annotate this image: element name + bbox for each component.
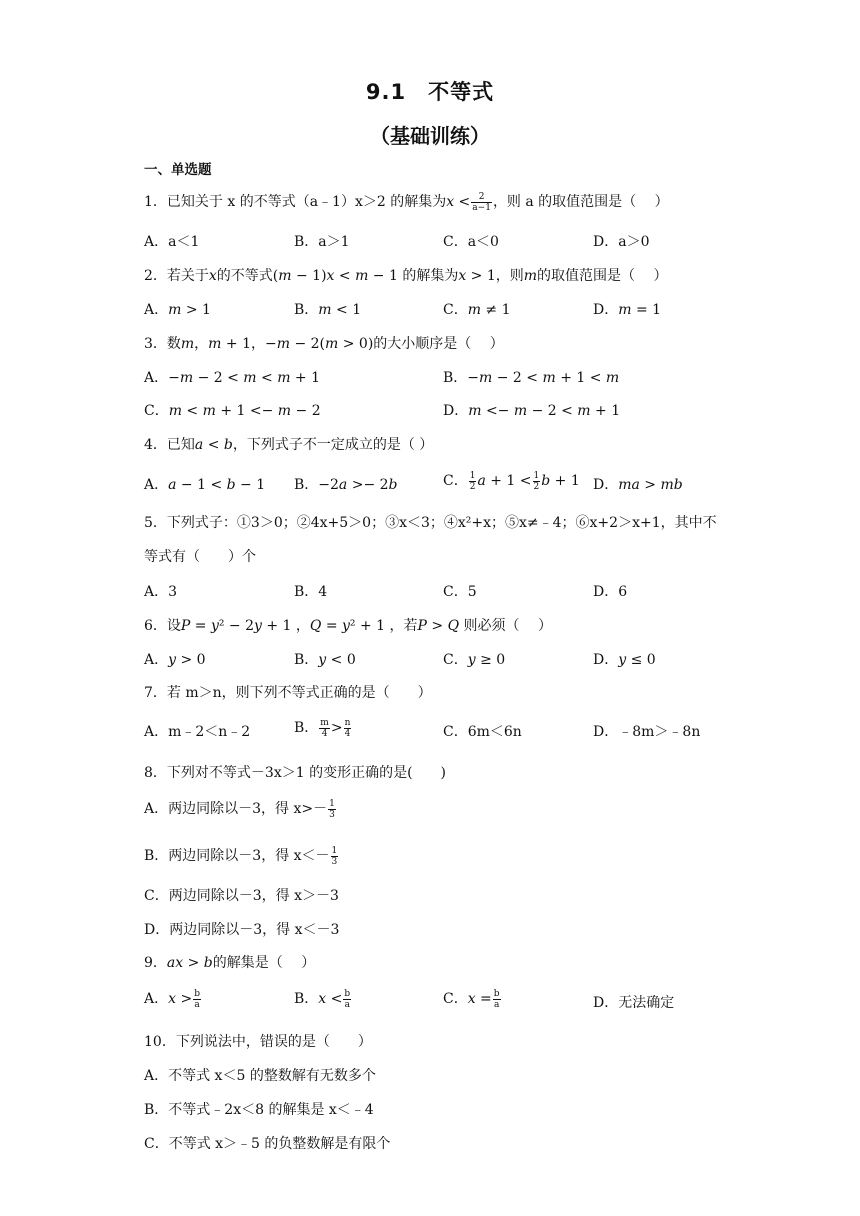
- question-7-stem: 7．若 m＞n，则下列不等式正确的是（ ）: [144, 685, 432, 701]
- option-b-fraction-2: [344, 718, 352, 739]
- fraction-numerator: 1: [469, 470, 476, 481]
- option-b-operator: >: [330, 720, 343, 736]
- question-4-option-c: [443, 470, 580, 492]
- option-b-prefix: B．𝑥 <: [294, 991, 343, 1007]
- question-7-option-c: C．6m＜6n: [443, 724, 522, 740]
- option-a-fraction: [193, 989, 201, 1010]
- question-3-option-b: B．−𝑚 − 2 < 𝑚 + 1 < 𝑚: [443, 370, 620, 386]
- question-9-stem: 9．𝑎𝑥 > 𝑏的解集是（ ）: [144, 955, 316, 971]
- question-5-option-a: A．3: [144, 584, 178, 600]
- question-4-option-b: B．−2𝑎 >− 2𝑏: [294, 477, 398, 493]
- option-a-fraction: [328, 799, 336, 820]
- fraction-numerator: 1: [329, 798, 335, 809]
- fraction-denominator: 3: [331, 856, 338, 867]
- fraction-denominator: a: [194, 999, 200, 1010]
- option-c-prefix: C．: [443, 473, 468, 489]
- fraction-denominator: 4: [344, 728, 351, 739]
- question-5-option-d: D．6: [593, 584, 628, 600]
- fraction-numerator: b: [194, 988, 200, 999]
- fraction-denominator: 2: [469, 481, 476, 492]
- question-10-option-b: B．不等式﹣2x＜8 的解集是 x＜﹣4: [144, 1102, 374, 1118]
- fraction-numerator: b: [344, 988, 351, 999]
- question-9-option-d: D．无法确定: [593, 995, 675, 1011]
- fraction-numerator: 2: [471, 192, 492, 203]
- option-c-prefix: C．𝑥 =: [443, 991, 492, 1007]
- option-b-fraction-1: [319, 718, 330, 739]
- question-3-option-d: D．𝑚 <− 𝑚 − 2 < 𝑚 + 1: [443, 403, 621, 419]
- question-6-option-d: D．𝑦 ≤ 0: [593, 652, 656, 668]
- question-9-option-a: [144, 988, 202, 1010]
- question-1-stem-part-a: 1．已知关于 x 的不等式（a﹣1）x＞2 的解集为𝑥 <: [144, 194, 471, 210]
- question-1-fraction: [471, 192, 492, 213]
- question-9-option-c: [443, 988, 502, 1010]
- question-3-stem: 3．数𝑚，𝑚 + 1，−𝑚 − 2(𝑚 > 0)的大小顺序是（ ）: [144, 336, 504, 352]
- page-title: 9.1 不等式: [365, 80, 495, 104]
- question-2-option-a: A．𝑚 > 1: [144, 302, 211, 318]
- fraction-denominator: 4: [321, 728, 328, 739]
- fraction-denominator: a−1: [472, 202, 491, 213]
- question-8-stem: 8．下列对不等式－3x＞1 的变形正确的是( ): [144, 765, 446, 781]
- question-6-option-b: B．𝑦 < 0: [294, 652, 356, 668]
- question-2-option-b: B．𝑚 < 1: [294, 302, 362, 318]
- fraction-denominator: 3: [329, 809, 335, 820]
- option-c-fraction-2: [533, 471, 541, 492]
- question-2-option-d: D．𝑚 = 1: [593, 302, 662, 318]
- option-c-fraction-1: [469, 471, 477, 492]
- option-b-fraction: [331, 846, 339, 867]
- option-a-prefix: A．𝑥 >: [144, 991, 193, 1007]
- question-6-option-c: C．𝑦 ≥ 0: [443, 652, 506, 668]
- question-2-option-c: C．𝑚 ≠ 1: [443, 302, 511, 318]
- fraction-denominator: a: [493, 999, 500, 1010]
- option-a-text: A．两边同除以－3，得 x>－: [144, 801, 328, 817]
- option-c-fraction: [493, 989, 501, 1010]
- fraction-numerator: 1: [331, 845, 338, 856]
- question-8-option-b: [144, 845, 339, 867]
- question-5-stem-line-2: 等式有（ ）个: [144, 549, 256, 565]
- section-heading: 一、单选题: [144, 162, 212, 178]
- question-3-option-c: C．𝑚 < 𝑚 + 1 <− 𝑚 − 2: [144, 403, 321, 419]
- question-7-option-d: D．﹣8m＞﹣8n: [593, 724, 701, 740]
- question-10-option-a: A．不等式 x＜5 的整数解有无数多个: [144, 1068, 376, 1084]
- question-1-stem: [144, 191, 669, 213]
- page-subtitle: （基础训练）: [370, 124, 490, 148]
- option-b-text: B．两边同除以－3，得 x＜－: [144, 848, 330, 864]
- fraction-numerator: m: [320, 717, 329, 728]
- fraction-denominator: 2: [533, 481, 540, 492]
- question-1-option-a: A．a＜1: [144, 234, 200, 250]
- option-c-end: 𝑏 + 1: [541, 473, 580, 489]
- question-2-stem: 2．若关于𝑥的不等式(𝑚 − 1)𝑥 < 𝑚 − 1 的解集为𝑥 > 1，则𝑚的取值范围是（ ）: [144, 268, 668, 284]
- question-10-stem: 10．下列说法中，错误的是（ ）: [144, 1034, 372, 1050]
- question-8-option-c: C．两边同除以－3，得 x＞－3: [144, 888, 339, 904]
- fraction-denominator: a: [344, 999, 350, 1010]
- question-5-stem-line-1: 5．下列式子：①3＞0；②4x+5＞0；③x＜3；④x²+x；⑤x≠﹣4；⑥x+2＞x+1，其中不: [144, 515, 717, 531]
- fraction-numerator: 1: [533, 470, 540, 481]
- question-4-stem: 4．已知𝑎 < 𝑏，下列式子不一定成立的是（ ）: [144, 437, 434, 453]
- question-9-option-b: [294, 988, 352, 1010]
- question-1-stem-part-b: ，则 a 的取值范围是（ ）: [492, 194, 669, 210]
- question-5-option-b: B．4: [294, 584, 328, 600]
- option-c-middle: 𝑎 + 1 <: [477, 473, 532, 489]
- question-8-option-a: [144, 798, 337, 820]
- question-7-option-b: [294, 717, 352, 739]
- fraction-numerator: b: [493, 988, 500, 999]
- question-1-option-c: C．a＜0: [443, 234, 499, 250]
- question-6-stem: 6．设𝑃 = 𝑦² − 2𝑦 + 1 ，𝑄 = 𝑦² + 1 ，若𝑃 > 𝑄 则必须（ ）: [144, 618, 552, 634]
- question-3-option-a: A．−𝑚 − 2 < 𝑚 < 𝑚 + 1: [144, 370, 321, 386]
- question-1-option-b: B．a＞1: [294, 234, 350, 250]
- question-4-option-a: A．𝑎 − 1 < 𝑏 − 1: [144, 477, 266, 493]
- question-7-option-a: A．m﹣2＜n﹣2: [144, 724, 251, 740]
- question-1-option-d: D．a＞0: [593, 234, 650, 250]
- fraction-numerator: n: [344, 717, 351, 728]
- question-6-option-a: A．𝑦 > 0: [144, 652, 206, 668]
- option-b-prefix: B．: [294, 720, 319, 736]
- question-4-option-d: D．𝑚𝑎 > 𝑚𝑏: [593, 477, 683, 493]
- question-10-option-c: C．不等式 x＞﹣5 的负整数解是有限个: [144, 1136, 391, 1152]
- question-8-option-d: D．两边同除以－3，得 x＜－3: [144, 922, 340, 938]
- option-b-fraction: [343, 989, 351, 1010]
- question-5-option-c: C．5: [443, 584, 477, 600]
